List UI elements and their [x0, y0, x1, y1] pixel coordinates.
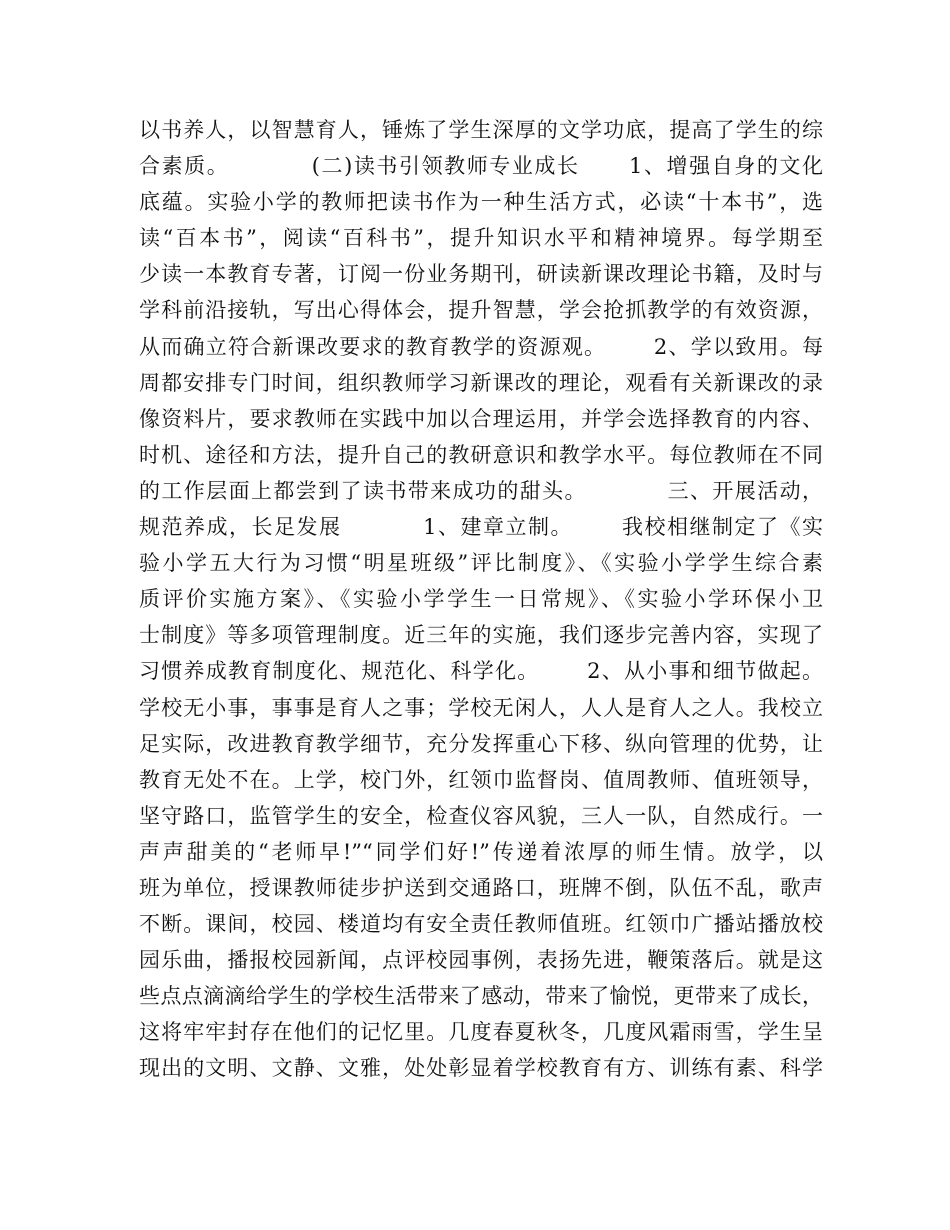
text-line: 足实际，改进教育教学细节，充分发挥重心下移、纵向管理的优势，让	[139, 731, 823, 756]
text-line: 少读一本教育专著，订阅一份业务期刊，研读新课改理论书籍，及时与	[139, 262, 823, 287]
text-line: 不断。课间，校园、楼道均有安全责任教师值班。红领巾广播站播放校	[139, 912, 823, 937]
text-line: 声声甜美的“老师早!”“同学们好!”传递着浓厚的师生情。放学，以	[139, 839, 823, 864]
text-line: 这将牢牢封存在他们的记忆里。几度春夏秋冬，几度风霜雨雪，学生呈	[139, 1020, 823, 1045]
text-line: 规范养成，长足发展 1、建章立制。 我校相继制定了《实	[139, 515, 823, 540]
text-line: 周都安排专门时间，组织教师学习新课改的理论，观看有关新课改的录	[139, 370, 823, 395]
text-line: 习惯养成教育制度化、规范化、科学化。 2、从小事和细节做起。	[139, 659, 823, 684]
text-line: 合素质。 (二)读书引领教师专业成长 1、增强自身的文化	[139, 154, 823, 179]
text-line: 从而确立符合新课改要求的教育教学的资源观。 2、学以致用。每	[139, 334, 823, 359]
text-line: 些点点滴滴给学生的学校生活带来了感动，带来了愉悦，更带来了成长，	[139, 984, 823, 1009]
text-line: 班为单位，授课教师徒步护送到交通路口，班牌不倒，队伍不乱，歌声	[139, 875, 823, 900]
text-line: 时机、途径和方法，提升自己的教研意识和教学水平。每位教师在不同	[139, 442, 823, 467]
text-line: 的工作层面上都尝到了读书带来成功的甜头。 三、开展活动，	[139, 478, 823, 503]
text-line: 底蕴。实验小学的教师把读书作为一种生活方式，必读“十本书”，选	[139, 190, 823, 215]
text-line: 验小学五大行为习惯“明星班级”评比制度》、《实验小学学生综合素	[139, 551, 823, 576]
text-line: 学校无小事，事事是育人之事；学校无闲人，人人是育人之人。我校立	[139, 695, 823, 720]
text-line: 园乐曲，播报校园新闻，点评校园事例，表扬先进，鞭策落后。就是这	[139, 948, 823, 973]
text-line: 质评价实施方案》、《实验小学学生一日常规》、《实验小学环保小卫	[139, 587, 823, 612]
text-line: 学科前沿接轨，写出心得体会，提升智慧，学会抢抓教学的有效资源，	[139, 298, 823, 323]
text-line: 士制度》等多项管理制度。近三年的实施，我们逐步完善内容，实现了	[139, 623, 823, 648]
text-line: 教育无处不在。上学，校门外，红领巾监督岗、值周教师、值班领导，	[139, 767, 823, 792]
text-line: 像资料片，要求教师在实践中加以合理运用，并学会选择教育的内容、	[139, 406, 823, 431]
text-line: 以书养人，以智慧育人，锤炼了学生深厚的文学功底，提高了学生的综	[139, 118, 823, 142]
text-line: 坚守路口，监管学生的安全，检查仪容风貌，三人一队，自然成行。一	[139, 803, 823, 828]
text-line: 读“百本书”，阅读“百科书”，提升知识水平和精神境界。每学期至	[139, 226, 823, 251]
text-line: 现出的文明、文静、文雅，处处彰显着学校教育有方、训练有素、科学	[139, 1056, 823, 1081]
body-text	[139, 112, 823, 1087]
